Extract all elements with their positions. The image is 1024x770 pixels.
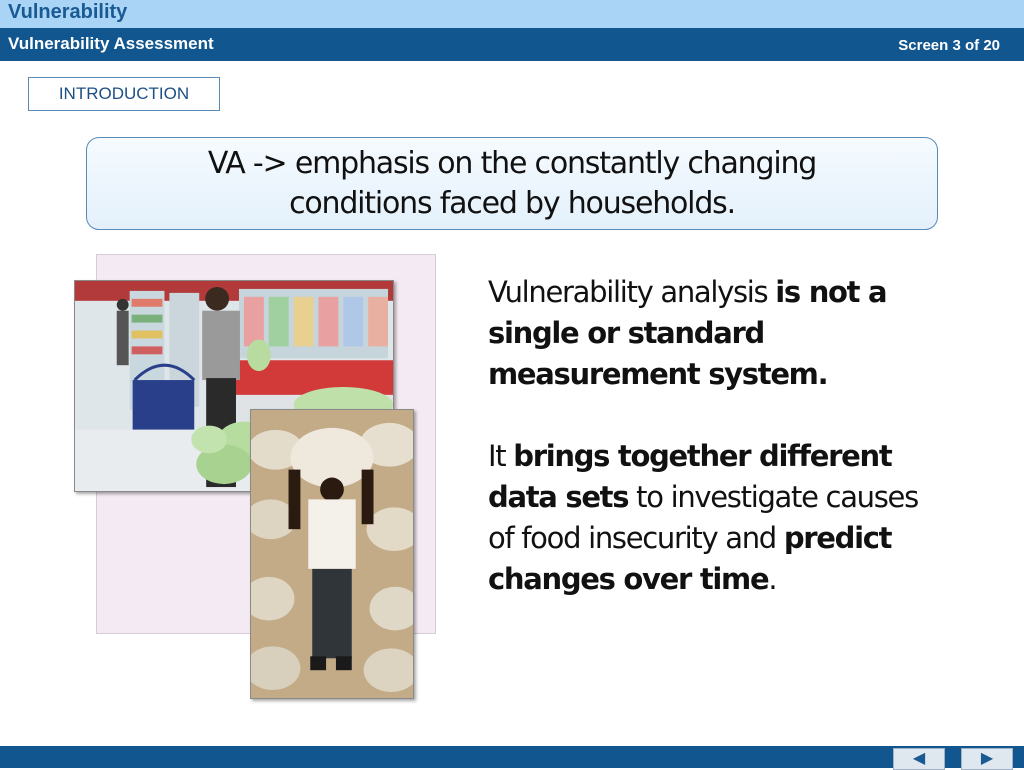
para2-bold-text-1: brings together different data sets (488, 439, 892, 514)
key-message-callout (86, 137, 938, 230)
para2-text-1: It (488, 439, 514, 473)
footer-bar (0, 746, 1024, 768)
para2-bold-text-2: predict changes over time (488, 521, 892, 596)
body-text (488, 272, 918, 641)
paragraph-not-single-system (488, 272, 918, 395)
screen-counter: Screen 3 of 20 (898, 37, 1000, 54)
course-title: Vulnerability (8, 1, 128, 23)
para1-bold-text: is not a single or standard measurement system. (488, 275, 887, 391)
sack-carrier-photo (250, 409, 414, 699)
paragraph-brings-together (488, 436, 918, 600)
arrow-right-icon: ▶ (980, 750, 994, 767)
next-screen-button[interactable] (961, 748, 1013, 770)
para2-text-2: to investigate causes of food insecurity and (488, 480, 918, 555)
arrow-left-icon: ◀ (912, 750, 926, 767)
course-header-bar (0, 0, 1024, 28)
para2-text-3: . (768, 562, 777, 596)
para1-text: Vulnerability analysis (488, 275, 776, 309)
module-title: Vulnerability Assessment (8, 34, 214, 53)
section-label: INTRODUCTION (28, 77, 220, 111)
callout-line-1: VA -> emphasis on the constantly changing (207, 145, 817, 181)
module-header-bar (0, 28, 1024, 61)
previous-screen-button[interactable] (893, 748, 945, 770)
callout-line-2: conditions faced by households. (289, 185, 735, 221)
